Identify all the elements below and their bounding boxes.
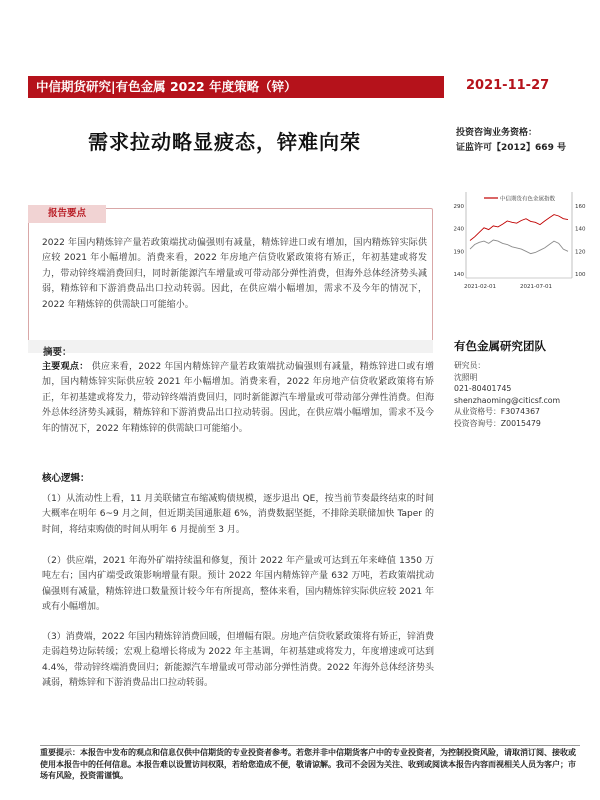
abstract-header-bar [28, 340, 433, 358]
left-axis-ticks [454, 204, 465, 278]
index-chart-svg [444, 186, 592, 302]
main-viewpoint [42, 360, 434, 437]
left-tick-label: 190 [453, 249, 464, 256]
license-line-2: 证监许可【2012】669 号 [456, 143, 566, 153]
summary-text: 2022 年国内精炼锌产量若政策端扰动偏强则有减量，精炼锌进口或有增加，国内精炼锌实际供应较 2021 年小幅增加。消费来看，2022 年房地产信贷收紧政策将有矫正，年初基建或将发力，带动锌终端消费回归，同时新能源汽车增量或可带动部分弹性消费，但海外总体经济势头减弱，精炼锌和下游消费品出口拉动转弱。因此，在供应端小幅增加，需求不及今年的情况下，2022 年精炼锌的供需缺口可能缩小。 [42, 238, 427, 310]
summary-tag: 报告要点 [28, 205, 106, 223]
license-info [456, 126, 566, 156]
right-tick-label: 160 [575, 204, 586, 210]
report-date: 2021-11-27 [466, 78, 550, 93]
series-line-0 [470, 215, 568, 241]
logic-point-1: （1）从流动性上看，11 月美联储宣布缩减购债规模，逐步退出 QE，按当前节奏最终结束的时间大概率在明年 6~9 月之间，但近期美国通胀超 6%，消费数据坚挺，不排除美联储加快 Taper 的时间，将结束购债的时间从明年 6 月提前至 3 月。 [42, 494, 434, 535]
x-tick-label: 2021-07-01 [520, 284, 552, 290]
main-viewpoint-label: 主要观点： [42, 362, 89, 372]
report-series-title: 有色金属 2022 年度策略（锌） [115, 79, 297, 94]
right-tick-label: 100 [575, 272, 586, 278]
research-team [454, 338, 560, 430]
team-title: 有色金属研究团队 [454, 339, 546, 353]
right-tick-label: 140 [575, 226, 586, 233]
left-tick-label: 290 [453, 204, 464, 210]
left-tick-label: 240 [453, 226, 464, 233]
series-line-1 [470, 240, 568, 254]
left-tick-label: 140 [453, 272, 464, 278]
abstract-label: 摘要： [43, 347, 72, 358]
brand-name: 中信期货研究 [36, 79, 112, 94]
license-line-1: 投资咨询业务资格： [456, 128, 538, 138]
report-header-bar [28, 76, 444, 98]
researcher-phone: 021-80401745 [454, 384, 512, 394]
qualification-number: 从业资格号：F3074367 [454, 407, 540, 417]
header-separator: | [111, 79, 116, 94]
core-logic-label: 核心逻辑： [42, 473, 90, 484]
index-chart [444, 186, 592, 302]
consulting-number: 投资咨询号：Z0015479 [454, 418, 541, 428]
right-axis-ticks [575, 204, 586, 278]
team-line-label: 研究员： [454, 361, 486, 370]
right-tick-label: 120 [575, 249, 586, 256]
page-title: 需求拉动略显疲态，锌难向荣 [88, 130, 361, 154]
x-tick-label: 2021-02-01 [464, 284, 496, 290]
disclaimer: 重要提示：本报告中发布的观点和信息仅供中信期货的专业投资者参考。若您并非中信期货客户中的专业投资者，为控制投资风险，请取消订阅、接收或使用本报告中的任何信息。本报告难以设置访问权限，若给您造成不便，敬请谅解。我司不会因为关注、收到或阅读本报告内容而视相关人员为客户；市场有风险，投资需谨慎。 [40, 745, 580, 782]
chart-legend-label: 中信期货有色金属指数 [500, 196, 556, 203]
researcher-email[interactable]: shenzhaoming@citicsf.com [454, 395, 561, 405]
x-axis-ticks [464, 284, 552, 290]
logic-point-3: （3）消费端，2022 年国内精炼锌消费回暖，但增幅有限。房地产信贷收紧政策将有矫正，锌消费走弱趋势边际转缓；宏观上稳增长将成为 2022 年主基调，年初基建或将发力，年度增速或可达到 4.4%，带动锌终端消费回归；新能源汽车增量或可带动部分弹性消费。2022 年海外总体经济势头减弱，精炼锌和下游消费品出口拉动转弱。 [42, 632, 434, 689]
researcher-name: 沈照明 [454, 372, 478, 382]
chart-series [470, 215, 568, 254]
logic-point-2: （2）供应端，2021 年海外矿端持续温和修复，预计 2022 年产量或可达到五年来峰值 1350 万吨左右；国内矿端受政策影响增量有限。预计 2022 年国内精炼锌产量 632 万吨，若政策端扰动偏强则有减量，精炼锌进口数量预计较今年有所提高，整体来看，国内精炼锌实际供应较 2021 年或有小幅增加。 [42, 556, 434, 613]
main-viewpoint-text: 供应来看，2022 年国内精炼锌产量若政策端扰动偏强则有减量，精炼锌进口或有增加，国内精炼锌实际供应较 2021 年小幅增加。消费来看，2022 年房地产信贷收紧政策将有矫正，年初基建或将发力，带动锌终端消费回归，同时新能源汽车增量或可带动部分弹性消费。但海外总体经济势头减弱，精炼锌和下游消费品出口拉动转弱。因此，在供应端小幅增加，需求不及今年的情况下，2022 年精炼锌的供需缺口可能缩小。 [42, 362, 434, 434]
